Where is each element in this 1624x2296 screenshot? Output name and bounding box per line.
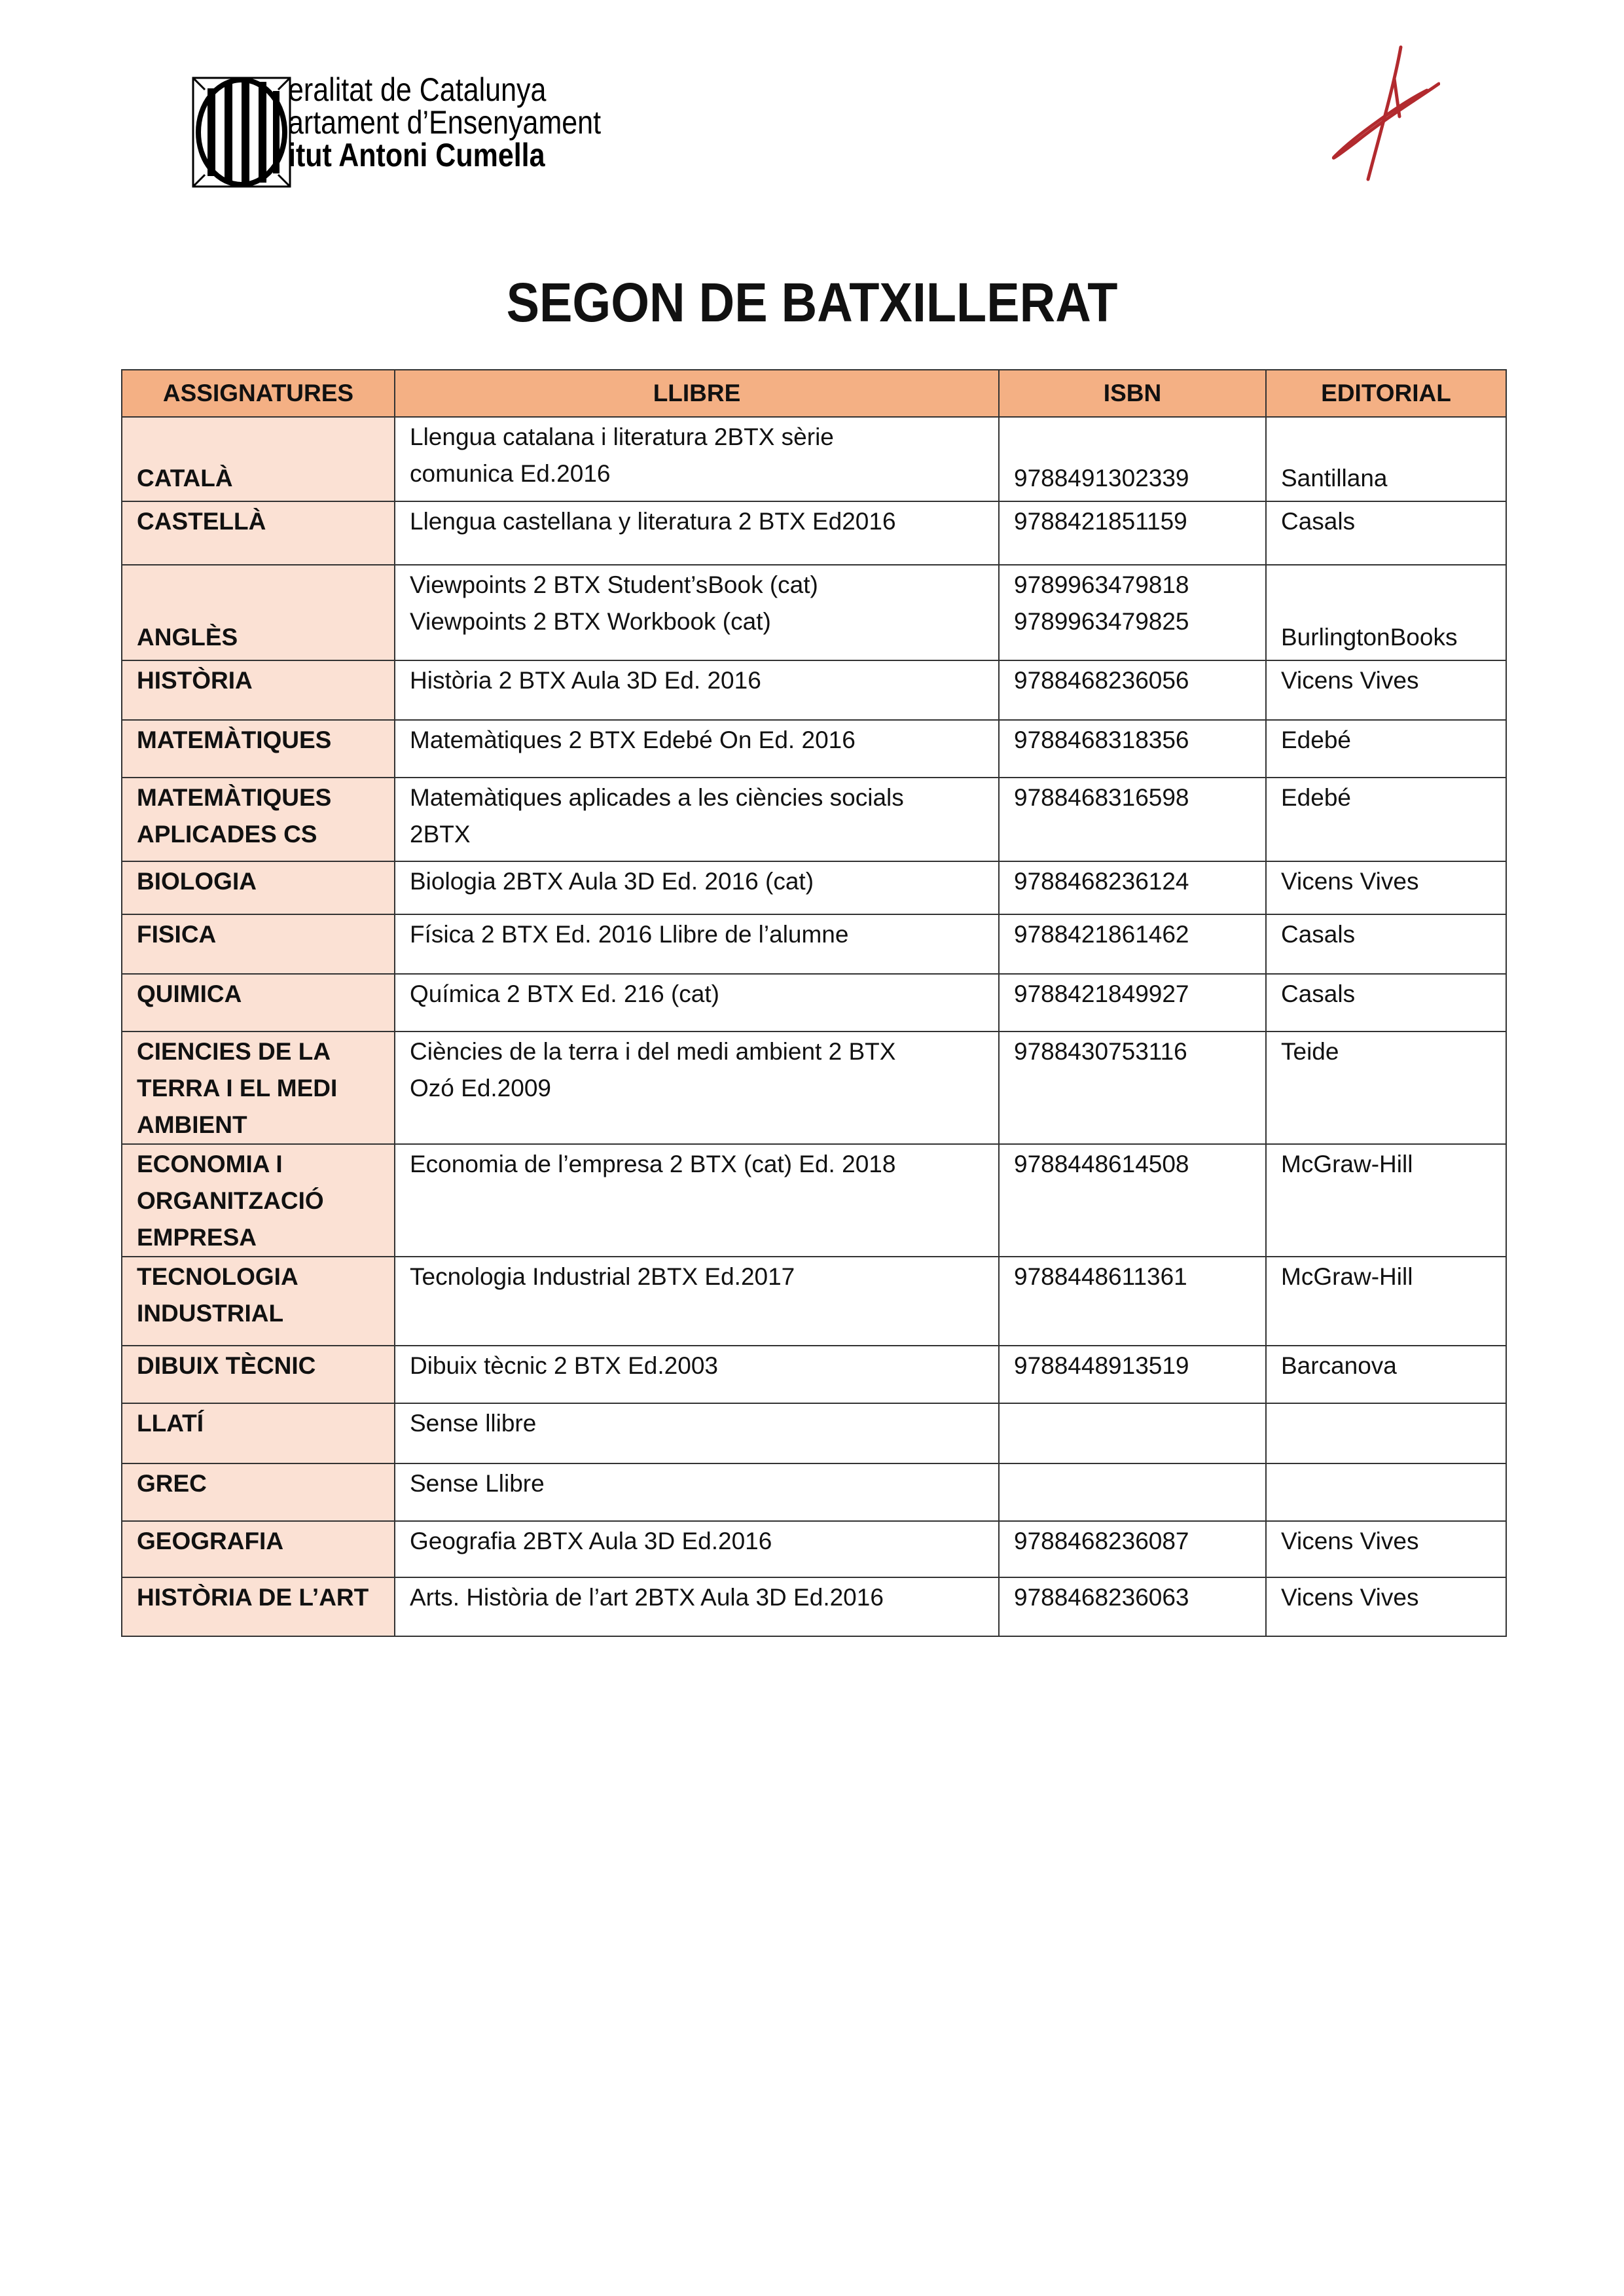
logo-line-1: eralitat de Catalunya <box>288 71 547 108</box>
subject-cell: MATEMÀTIQUES <box>122 720 395 778</box>
table-row <box>122 1521 1506 1577</box>
generalitat-shield-logo <box>192 77 291 188</box>
subject-cell: BIOLOGIA <box>122 861 395 914</box>
publisher-cell: Teide <box>1266 1031 1506 1144</box>
publisher-cell: Vicens Vives <box>1266 660 1506 720</box>
book-cell: Economia de l’empresa 2 BTX (cat) Ed. 2018 <box>395 1144 999 1257</box>
book-cell: Ciències de la terra i del medi ambient 2 BTX Ozó Ed.2009 <box>395 1031 999 1144</box>
publisher-cell <box>1266 1403 1506 1463</box>
column-header-book: LLIBRE <box>395 370 999 417</box>
publisher-cell: Casals <box>1266 501 1506 565</box>
publisher-cell: Vicens Vives <box>1266 1577 1506 1636</box>
publisher-cell: Casals <box>1266 914 1506 974</box>
subject-cell: GREC <box>122 1463 395 1521</box>
book-cell: Matemàtiques 2 BTX Edebé On Ed. 2016 <box>395 720 999 778</box>
publisher-cell: McGraw-Hill <box>1266 1144 1506 1257</box>
table-row <box>122 1403 1506 1463</box>
isbn-cell: 9788421851159 <box>999 501 1266 565</box>
subject-cell: CATALÀ <box>122 417 395 501</box>
subject-cell: LLATÍ <box>122 1403 395 1463</box>
isbn-cell: 9788468236087 <box>999 1521 1266 1577</box>
publisher-cell <box>1266 1463 1506 1521</box>
isbn-cell: 9788491302339 <box>999 417 1266 501</box>
book-cell: Sense llibre <box>395 1403 999 1463</box>
isbn-cell: 9788448614508 <box>999 1144 1266 1257</box>
isbn-cell: 9789963479818 9789963479825 <box>999 565 1266 660</box>
publisher-cell: Vicens Vives <box>1266 1521 1506 1577</box>
page-title: SEGON DE BATXILLERAT <box>506 272 1118 333</box>
table-row <box>122 720 1506 778</box>
subject-cell: CIENCIES DE LA TERRA I EL MEDI AMBIENT <box>122 1031 395 1144</box>
subject-cell: FISICA <box>122 914 395 974</box>
isbn-cell: 9788468236056 <box>999 660 1266 720</box>
publisher-cell: Edebé <box>1266 778 1506 861</box>
isbn-cell: 9788421849927 <box>999 974 1266 1031</box>
column-header-publisher: EDITORIAL <box>1266 370 1506 417</box>
subject-cell: ECONOMIA I ORGANITZACIÓ EMPRESA <box>122 1144 395 1257</box>
subject-cell: QUIMICA <box>122 974 395 1031</box>
subject-cell: TECNOLOGIA INDUSTRIAL <box>122 1257 395 1346</box>
table-header-row <box>122 370 1506 417</box>
book-cell: Sense Llibre <box>395 1463 999 1521</box>
publisher-cell: Casals <box>1266 974 1506 1031</box>
publisher-cell: Edebé <box>1266 720 1506 778</box>
textbook-table <box>121 369 1507 1637</box>
table-row <box>122 861 1506 914</box>
table-row <box>122 565 1506 660</box>
table-row <box>122 501 1506 565</box>
isbn-cell: 9788468318356 <box>999 720 1266 778</box>
publisher-cell: Barcanova <box>1266 1346 1506 1403</box>
book-cell: Viewpoints 2 BTX Student’sBook (cat) Viewpoints 2 BTX Workbook (cat) <box>395 565 999 660</box>
table-row <box>122 1257 1506 1346</box>
school-signature-logo <box>1329 45 1440 182</box>
subject-cell: HISTÒRIA <box>122 660 395 720</box>
book-cell: Matemàtiques aplicades a les ciències socials 2BTX <box>395 778 999 861</box>
publisher-cell: Santillana <box>1266 417 1506 501</box>
isbn-cell: 9788468236063 <box>999 1577 1266 1636</box>
isbn-cell: 9788421861462 <box>999 914 1266 974</box>
isbn-cell: 9788468236124 <box>999 861 1266 914</box>
table-row <box>122 417 1506 501</box>
table-row <box>122 914 1506 974</box>
subject-cell: CASTELLÀ <box>122 501 395 565</box>
table-row <box>122 660 1506 720</box>
table-row <box>122 1031 1506 1144</box>
table-row <box>122 1577 1506 1636</box>
book-cell: Tecnologia Industrial 2BTX Ed.2017 <box>395 1257 999 1346</box>
isbn-cell <box>999 1463 1266 1521</box>
book-cell: Geografia 2BTX Aula 3D Ed.2016 <box>395 1521 999 1577</box>
isbn-cell <box>999 1403 1266 1463</box>
publisher-cell: Vicens Vives <box>1266 861 1506 914</box>
logo-line-3: itut Antoni Cumella <box>288 137 545 173</box>
isbn-cell: 9788448913519 <box>999 1346 1266 1403</box>
table-row <box>122 778 1506 861</box>
book-cell: Arts. Història de l’art 2BTX Aula 3D Ed.2016 <box>395 1577 999 1636</box>
column-header-subjects: ASSIGNATURES <box>122 370 395 417</box>
table-row <box>122 1346 1506 1403</box>
isbn-cell: 9788430753116 <box>999 1031 1266 1144</box>
subject-cell: HISTÒRIA DE L’ART <box>122 1577 395 1636</box>
subject-cell: DIBUIX TÈCNIC <box>122 1346 395 1403</box>
isbn-cell: 9788448611361 <box>999 1257 1266 1346</box>
subject-cell: ANGLÈS <box>122 565 395 660</box>
logo-line-2: artament d’Ensenyament <box>288 104 602 141</box>
column-header-isbn: ISBN <box>999 370 1266 417</box>
publisher-cell: McGraw-Hill <box>1266 1257 1506 1346</box>
publisher-cell: BurlingtonBooks <box>1266 565 1506 660</box>
book-cell: Llengua catalana i literatura 2BTX sèrie comunica Ed.2016 <box>395 417 999 501</box>
subject-cell: MATEMÀTIQUES APLICADES CS <box>122 778 395 861</box>
book-cell: Biologia 2BTX Aula 3D Ed. 2016 (cat) <box>395 861 999 914</box>
isbn-cell: 9788468316598 <box>999 778 1266 861</box>
book-cell: Física 2 BTX Ed. 2016 Llibre de l’alumne <box>395 914 999 974</box>
table-row <box>122 1144 1506 1257</box>
book-cell: Dibuix tècnic 2 BTX Ed.2003 <box>395 1346 999 1403</box>
institution-header <box>288 73 601 171</box>
subject-cell: GEOGRAFIA <box>122 1521 395 1577</box>
book-cell: Química 2 BTX Ed. 216 (cat) <box>395 974 999 1031</box>
book-cell: Història 2 BTX Aula 3D Ed. 2016 <box>395 660 999 720</box>
book-cell: Llengua castellana y literatura 2 BTX Ed2016 <box>395 501 999 565</box>
table-row <box>122 1463 1506 1521</box>
table-row <box>122 974 1506 1031</box>
